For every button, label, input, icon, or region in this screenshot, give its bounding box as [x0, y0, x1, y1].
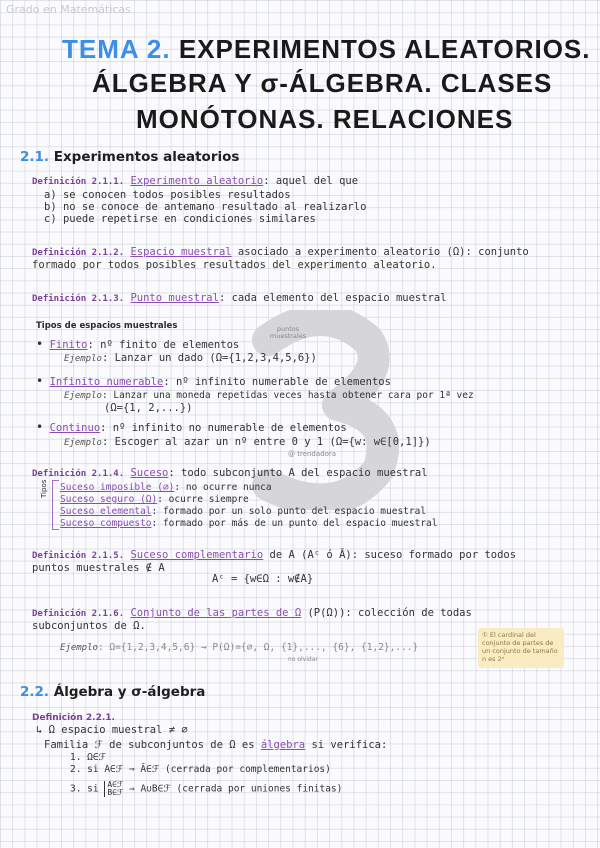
suceso-name: Suceso compuesto [60, 518, 152, 529]
title-line-2: ÁLGEBRA Y σ-ÁLGEBRA. CLASES [92, 68, 553, 98]
suceso-item [60, 518, 438, 529]
def-term: Espacio muestral [130, 246, 232, 258]
tipo-term: Infinito numerable [49, 376, 164, 388]
ejemplo-text: : Escoger al azar un nº entre 0 y 1 (Ω={w: w∈[0,1]}) [101, 436, 431, 448]
title-text-1: EXPERIMENTOS ALEATORIOS. [178, 34, 591, 64]
def-text: : aquel del que [263, 175, 359, 187]
bullet-icon: • [36, 420, 44, 434]
bullet-icon: • [36, 374, 44, 388]
section-number: 2.1. [20, 149, 50, 165]
cond-a: A∈ℱ [107, 780, 124, 789]
def-term: Conjunto de las partes de Ω [130, 607, 302, 619]
suceso-item [60, 482, 272, 493]
bullet-icon: • [36, 337, 44, 351]
def-item-a: a) se conocen todos posibles resultados [44, 189, 291, 201]
def-text: Familia ℱ de subconjuntos de Ω es [44, 739, 261, 751]
watermark: Grado en Matemáticas [6, 3, 131, 16]
def-2-2-1-label: Definición 2.2.1. [32, 713, 115, 723]
section-2-1 [20, 149, 239, 165]
def-text: si verifica: [305, 739, 388, 751]
def-term: Suceso [130, 467, 169, 479]
algebra-cond-3 [70, 781, 342, 797]
def-2-1-3 [32, 292, 447, 304]
def-term: Suceso complementario [130, 549, 264, 561]
tipo-text: : nº infinito no numerable de elementos [100, 422, 347, 434]
def-text: : cada elemento del espacio muestral [218, 292, 447, 304]
def-2-1-2 [32, 246, 529, 258]
cardinal-note: ① El cardinal del conjunto de partes de un conjunto de tamaño n es 2ⁿ [478, 628, 564, 668]
suceso-desc: : ocurre siempre [157, 494, 249, 505]
def-2-2-1-familia [44, 739, 387, 751]
def-2-2-1-intro: ↳ Ω espacio muestral ≠ ∅ [36, 724, 188, 736]
tipo-finito [36, 337, 239, 351]
def-term: Experimento aleatorio [130, 175, 264, 187]
ejemplo-text: : Lanzar un dado (Ω={1,2,3,4,5,6}) [101, 352, 317, 364]
def-2-1-5-cont: puntos muestrales ∉ A [32, 562, 165, 574]
def-2-1-5 [32, 549, 516, 561]
tipo-continuo [36, 420, 347, 434]
def-label: Definición 2.1.5. [32, 551, 125, 561]
def-item-b: b) no se conoce de antemano resultado al realizarlo [44, 201, 367, 213]
tipo-text: : nº infinito numerable de elementos [163, 376, 391, 388]
def-term: álgebra [260, 739, 306, 751]
logo-watermark-icon [228, 310, 418, 510]
tipo-infinito-ejemplo-2: (Ω={1, 2,...}) [104, 402, 193, 414]
title-line-1 [62, 34, 591, 65]
def-label: Definición 2.1.6. [32, 609, 125, 619]
ejemplo-label: Ejemplo [64, 438, 102, 448]
tipo-term: Finito [49, 339, 88, 351]
algebra-cond-2: 2. si A∈ℱ ⇒ Ā∈ℱ (cerrada por complementarios) [70, 764, 331, 775]
def-text: : todo subconjunto A del espacio muestral [168, 467, 428, 479]
tipos-vertical-label: Tipos [40, 479, 48, 498]
logo-text: @ trendadora [288, 450, 337, 458]
tipo-infinito-ejemplo [64, 390, 474, 401]
def-2-1-2-cont: formado por todos posibles resultados del experimento aleatorio. [32, 259, 437, 271]
cond-text: ⇒ A∪B∈ℱ (cerrada por uniones finitas) [129, 783, 343, 795]
cond-brace [104, 781, 123, 797]
algebra-cond-1: 1. Ω∈ℱ [70, 752, 107, 763]
title-line-3: MONÓTONAS. RELACIONES [136, 104, 514, 134]
ejemplo-label: Ejemplo [64, 391, 102, 401]
section-number: 2.2. [20, 684, 50, 700]
def-label: Definición 2.1.2. [32, 248, 125, 258]
suceso-item [60, 506, 426, 517]
suceso-desc: : formado por más de un punto del espacio muestral [151, 518, 438, 529]
title-number: TEMA 2. [62, 34, 171, 64]
tipos-heading: Tipos de espacios muestrales [36, 321, 178, 331]
no-olvidar-label: no olvidar [288, 656, 318, 663]
complement-formula: Aᶜ = {w∈Ω : w∉A} [212, 573, 314, 585]
section-title: Álgebra y σ-álgebra [53, 684, 206, 700]
suceso-name: Suceso imposible (∅) [60, 482, 175, 493]
tipo-text: : nº finito de elementos [87, 339, 240, 351]
cond-b: B∈ℱ [107, 788, 124, 797]
suceso-name: Suceso elemental [60, 506, 152, 517]
def-item-c: c) puede repetirse en condiciones similares [44, 213, 316, 225]
cond-prefix: 3. si [70, 783, 99, 795]
ejemplo-text: : Ω={1,2,3,4,5,6} → P(Ω)={∅, Ω, {1},..., {6}, {1,2},...} [97, 642, 419, 653]
ejemplo-text: : Lanzar una moneda repetidas veces hasta obtener cara por 1ª vez [101, 390, 474, 401]
suceso-brace [52, 480, 59, 530]
tipo-infinito-numerable [36, 374, 391, 388]
def-term: Punto muestral [130, 292, 219, 304]
puntos-muestrales-label: puntos muestrales [269, 325, 307, 340]
tipo-finito-ejemplo [64, 352, 317, 364]
def-2-1-1 [32, 175, 358, 187]
suceso-item [60, 494, 249, 505]
def-2-1-6 [32, 607, 472, 619]
tipo-term: Continuo [49, 422, 101, 434]
section-2-2 [20, 684, 205, 700]
def-text: (P(Ω)): colección de todas [301, 607, 472, 619]
ejemplo-label: Ejemplo [64, 354, 102, 364]
def-2-1-6-cont: subconjuntos de Ω. [32, 620, 146, 632]
def-label: Definición 2.1.1. [32, 177, 125, 187]
suceso-desc: : formado por un solo punto del espacio muestral [151, 506, 427, 517]
tipo-continuo-ejemplo [64, 436, 431, 448]
ejemplo-label: Ejemplo [60, 643, 98, 653]
def-label: Definición 2.1.3. [32, 294, 125, 304]
def-label: Definición 2.1.4. [32, 469, 125, 479]
suceso-name: Suceso seguro (Ω) [60, 494, 158, 505]
def-text: asociado a experimento aleatorio (Ω): conjunto [231, 246, 529, 258]
section-title: Experimentos aleatorios [53, 149, 240, 165]
def-text: de A (Aᶜ ó Ā): suceso formado por todos [263, 549, 517, 561]
partes-ejemplo [60, 642, 418, 653]
def-2-1-4 [32, 467, 428, 479]
suceso-desc: : no ocurre nunca [174, 482, 272, 493]
